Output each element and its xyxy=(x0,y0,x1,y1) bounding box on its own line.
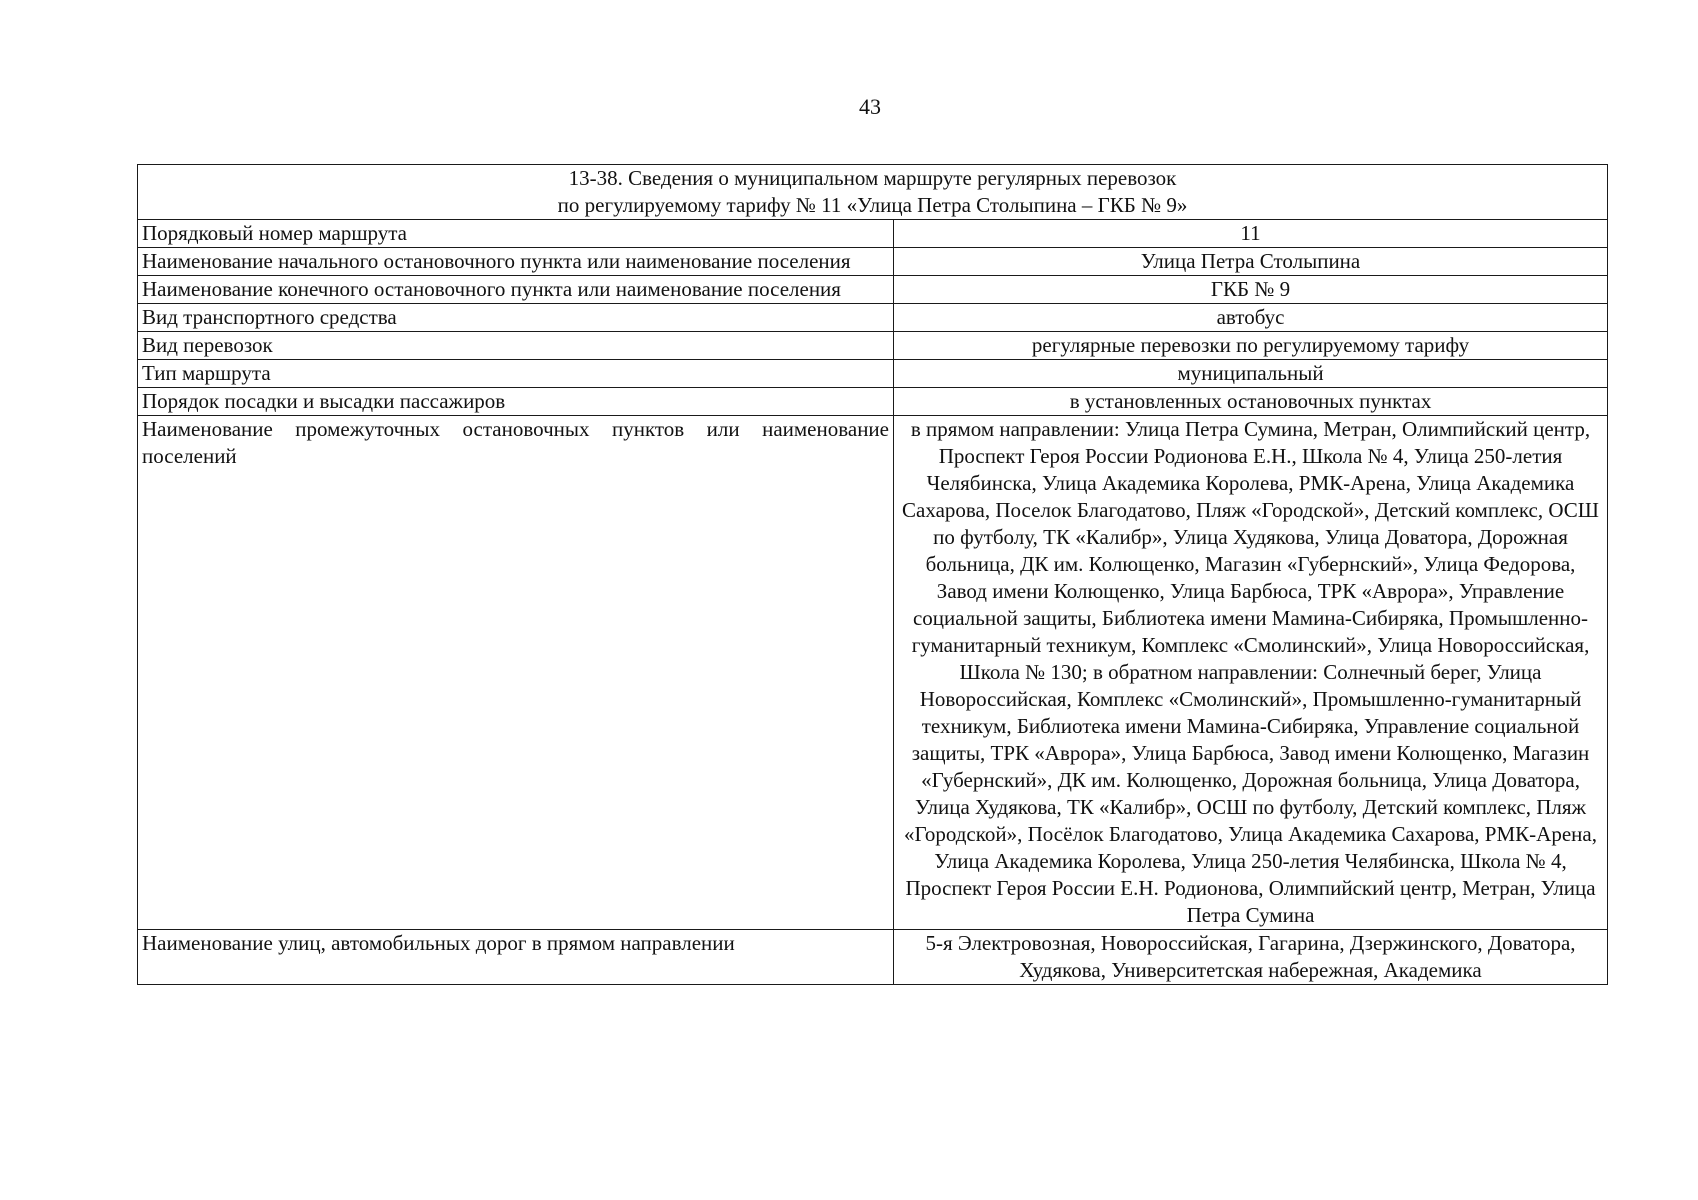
row-value: в установленных остановочных пунктах xyxy=(894,388,1608,416)
row-label: Наименование начального остановочного пункта или наименование поселения xyxy=(138,248,894,276)
row-value: 5-я Электровозная, Новороссийская, Гагарина, Дзержинского, Доватора, Худякова, Университетская набережная, Академика xyxy=(894,930,1608,985)
row-value: Улица Петра Столыпина xyxy=(894,248,1608,276)
row-label: Вид перевозок xyxy=(138,332,894,360)
table-row-intermediate-stops xyxy=(138,416,1608,930)
table-title-row xyxy=(138,165,1608,220)
row-label: Порядок посадки и высадки пассажиров xyxy=(138,388,894,416)
table-title-line-2: по регулируемому тарифу № 11 «Улица Петра Столыпина – ГКБ № 9» xyxy=(557,193,1188,217)
row-label: Тип маршрута xyxy=(138,360,894,388)
table-row-end-stop xyxy=(138,276,1608,304)
row-value: муниципальный xyxy=(894,360,1608,388)
row-label: Наименование улиц, автомобильных дорог в прямом направлении xyxy=(138,930,894,985)
table-row-transport-kind xyxy=(138,332,1608,360)
row-label: Наименование конечного остановочного пункта или наименование поселения xyxy=(138,276,894,304)
page-number: 43 xyxy=(859,94,881,119)
table-row-route-number xyxy=(138,220,1608,248)
row-value: автобус xyxy=(894,304,1608,332)
table-row-boarding-order xyxy=(138,388,1608,416)
table-row-vehicle-type xyxy=(138,304,1608,332)
table-row-streets-forward xyxy=(138,930,1608,985)
row-label: Наименование промежуточных остановочных пунктов или наименование поселений xyxy=(138,416,894,930)
row-label: Порядковый номер маршрута xyxy=(138,220,894,248)
table-row-route-type xyxy=(138,360,1608,388)
row-value: в прямом направлении: Улица Петра Сумина, Метран, Олимпийский центр, Проспект Героя России Родионова Е.Н., Школа № 4, Улица 250-летия Челябинска, Улица Академика Королева, РМК-Арена, Улица Академика Сахарова, Поселок Благодатово, Пляж «Городской», Детский комплекс, ОСШ по футболу, ТК «Калибр», Улица Худякова, Улица Доватора, Дорожная больница, ДК им. Колющенко, Магазин «Губернский», Улица Федорова, Завод имени Колющенко, Улица Барбюса, ТРК «Аврора», Управление социальной защиты, Библиотека имени Мамина-Сибиряка, Промышленно-гуманитарный техникум, Комплекс «Смолинский», Улица Новороссийская, Школа № 130; в обратном направлении: Солнечный берег, Улица Новороссийская, Комплекс «Смолинский», Промышленно-гуманитарный техникум, Библиотека имени Мамина-Сибиряка, Управление социальной защиты, ТРК «Аврора», Улица Барбюса, Завод имени Колющенко, Магазин «Губернский», ДК им. Колющенко, Дорожная больница, Улица Доватора, Улица Худякова, ТК «Калибр», ОСШ по футболу, Детский комплекс, Пляж «Городской», Посёлок Благодатово, Улица Академика Сахарова, РМК-Арена, Улица Академика Королева, Улица 250-летия Челябинска, Школа № 4, Проспект Героя России Е.Н. Родионова, Олимпийский центр, Метран, Улица Петра Сумина xyxy=(894,416,1608,930)
row-label: Вид транспортного средства xyxy=(138,304,894,332)
row-value: ГКБ № 9 xyxy=(894,276,1608,304)
row-value: 11 xyxy=(894,220,1608,248)
row-value: регулярные перевозки по регулируемому тарифу xyxy=(894,332,1608,360)
route-info-table xyxy=(137,164,1608,985)
table-title-line-1: 13-38. Сведения о муниципальном маршруте регулярных перевозок xyxy=(568,166,1177,190)
table-row-start-stop xyxy=(138,248,1608,276)
table-title xyxy=(138,165,1608,220)
